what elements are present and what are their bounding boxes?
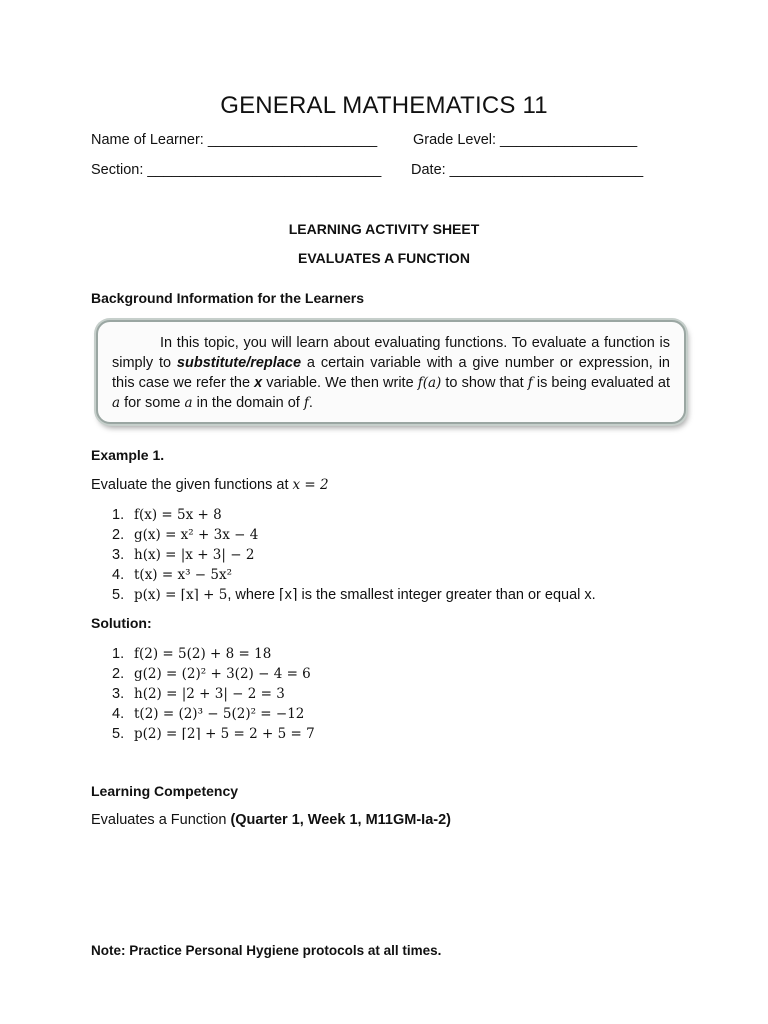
item-expression: h(x) = |x + 3| − 2 bbox=[134, 547, 255, 563]
competency-code: (Quarter 1, Week 1, M11GM-Ia-2) bbox=[230, 812, 451, 828]
item-expression: t(2) = (2)³ − 5(2)² = −12 bbox=[134, 706, 305, 722]
item-number: 4. bbox=[112, 706, 125, 722]
item-expression: p(x) = ⌈x⌉ + 5 bbox=[134, 587, 228, 603]
math-f: f bbox=[527, 375, 533, 391]
item-expression: t(x) = x³ − 5x² bbox=[134, 567, 233, 583]
background-info-box bbox=[96, 320, 686, 424]
grade-level-field: Grade Level: _________________ bbox=[413, 132, 638, 148]
instruction-math: x = 2 bbox=[292, 477, 329, 493]
solution-item bbox=[112, 704, 315, 724]
sheet-title: LEARNING ACTIVITY SHEET bbox=[288, 221, 480, 237]
solution-list bbox=[112, 644, 315, 744]
background-text-part: . bbox=[308, 395, 313, 411]
item-number: 5. bbox=[112, 726, 125, 742]
item-number: 2. bbox=[112, 527, 125, 543]
math-fa: f(a) bbox=[417, 375, 442, 391]
background-text-part: variable. We then write bbox=[262, 375, 418, 391]
example-item bbox=[112, 525, 596, 545]
example-item bbox=[112, 505, 596, 525]
math-a: a bbox=[184, 395, 193, 411]
background-text-part: in the domain of bbox=[192, 395, 304, 411]
section-field: Section: _____________________________ bbox=[91, 162, 382, 178]
background-text-part: for some bbox=[120, 395, 185, 411]
solution-item bbox=[112, 664, 315, 684]
math-f: f bbox=[303, 395, 309, 411]
item-number: 2. bbox=[112, 666, 125, 682]
hygiene-note: Note: Practice Personal Hygiene protocols at all times. bbox=[91, 943, 442, 958]
item-expression: h(2) = |2 + 3| − 2 = 3 bbox=[134, 686, 285, 702]
item-expression: g(x) = x² + 3x − 4 bbox=[134, 527, 259, 543]
example-item bbox=[112, 545, 596, 565]
example-instruction bbox=[91, 477, 329, 493]
background-text-part: a certain variable with a give number or expression, in this case we refer the bbox=[112, 355, 670, 391]
item-number: 3. bbox=[112, 547, 125, 563]
item-number: 4. bbox=[112, 567, 125, 583]
example-item bbox=[112, 565, 596, 585]
item-number: 5. bbox=[112, 587, 125, 603]
page-title: GENERAL MATHEMATICS 11 bbox=[220, 92, 548, 119]
date-field: Date: ________________________ bbox=[411, 162, 644, 178]
item-expression: f(2) = 5(2) + 8 = 18 bbox=[134, 646, 272, 662]
example-list bbox=[112, 505, 596, 605]
instruction-text: Evaluate the given functions at bbox=[91, 477, 293, 493]
competency-heading: Learning Competency bbox=[91, 783, 239, 799]
example-item bbox=[112, 585, 596, 605]
item-expression: g(2) = (2)² + 3(2) − 4 = 6 bbox=[134, 666, 311, 682]
variable-x: x bbox=[254, 375, 263, 391]
sheet-subtitle: EVALUATES A FUNCTION bbox=[298, 250, 470, 266]
competency-text bbox=[91, 812, 451, 828]
item-number: 1. bbox=[112, 507, 125, 523]
solution-item bbox=[112, 684, 315, 704]
background-text-part: is being evaluated at bbox=[532, 375, 671, 391]
example-heading: Example 1. bbox=[91, 447, 165, 463]
background-heading: Background Information for the Learners bbox=[91, 290, 365, 306]
item-expression: f(x) = 5x + 8 bbox=[134, 507, 222, 523]
solution-item bbox=[112, 644, 315, 664]
math-a: a bbox=[112, 395, 121, 411]
item-number: 1. bbox=[112, 646, 125, 662]
learner-name-field: Name of Learner: _____________________ bbox=[91, 132, 378, 148]
emphasis-text: substitute/replace bbox=[176, 355, 302, 371]
solution-item bbox=[112, 724, 315, 744]
item-expression: p(2) = ⌈2⌉ + 5 = 2 + 5 = 7 bbox=[134, 726, 315, 742]
item-number: 3. bbox=[112, 686, 125, 702]
background-text-part: In this topic, you will learn about evaluating functions. To evaluate a function is simply to bbox=[112, 335, 670, 371]
item-note: , where ⌈x⌉ is the smallest integer greater than or equal x. bbox=[227, 587, 596, 603]
background-text-part: to show that bbox=[441, 375, 528, 391]
competency-label: Evaluates a Function bbox=[91, 812, 231, 828]
background-text bbox=[112, 333, 670, 413]
solution-heading: Solution: bbox=[91, 615, 152, 631]
